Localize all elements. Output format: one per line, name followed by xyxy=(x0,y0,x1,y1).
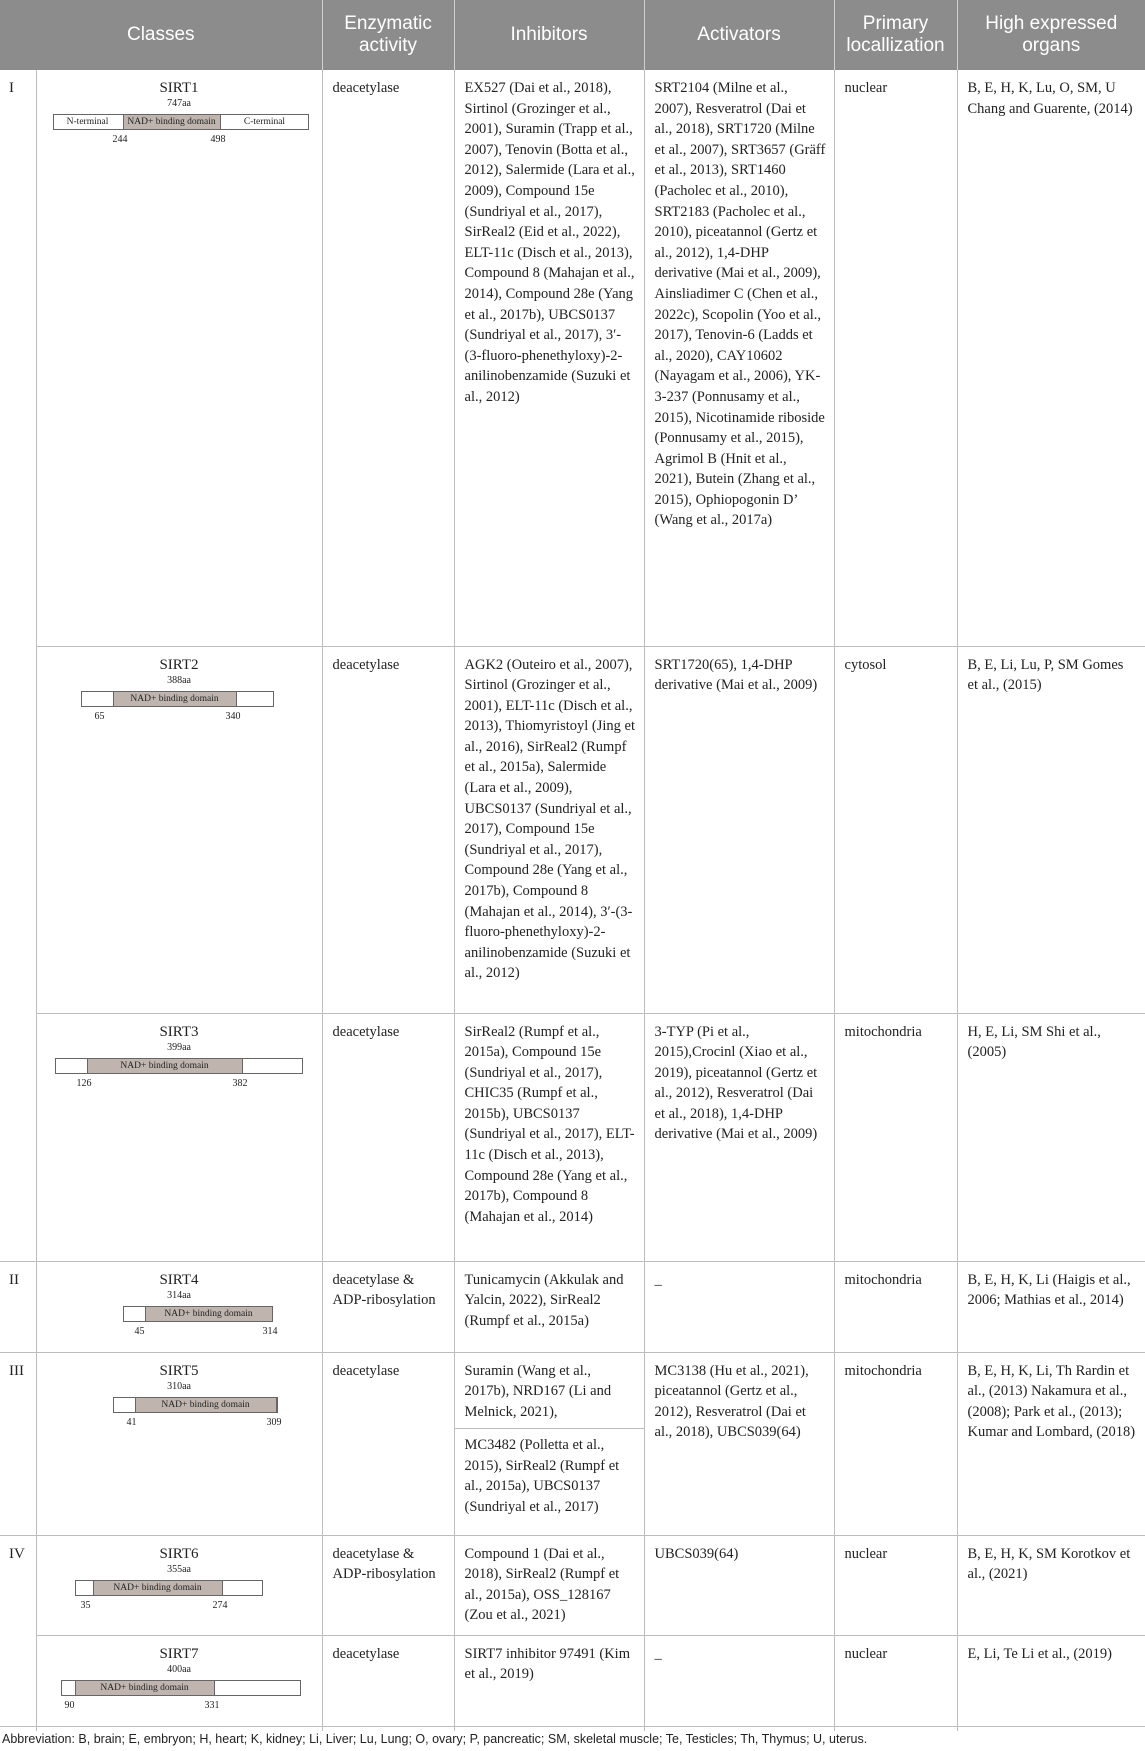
enzymatic-cell: deacetylase & ADP-ribosylation xyxy=(322,1261,454,1352)
enzymatic-cell: deacetylase xyxy=(322,70,454,646)
class-label-i: I xyxy=(9,80,14,96)
n-terminal-label: N-terminal xyxy=(66,117,109,127)
localization-cell: mitochondria xyxy=(834,1013,957,1261)
c-terminal-label: C-terminal xyxy=(243,117,286,127)
domain-start: 244 xyxy=(112,134,128,145)
domain-diagram xyxy=(41,98,318,154)
organs-cell: B, E, H, K, SM Korotkov et al., (2021) xyxy=(957,1535,1145,1635)
inhibitors-cell: SIRT7 inhibitor 97491 (Kim et al., 2019) xyxy=(454,1635,644,1731)
inhibitors-cell: AGK2 (Outeiro et al., 2007), Sirtinol (Grozinger et al., 2001), ELT-11c (Disch et al., 2013), Thiomyristoyl (Jing et al., 2016), SirReal2 (Rumpf et al., 2015a), Salermide (Lara et al., 2009), UBCS0137 (Sundriyal et al., 2017), Compound 15e (Sundriyal et al., 2017), Compound 28e (Yang et al., 2017b), Compound 8 (Mahajan et al., 2014), 3′-(3-fluoro-phenethyloxy)-2-anilinobenzamide (Suzuki et al., 2012) xyxy=(454,646,644,1013)
domain-diagram xyxy=(41,1290,318,1346)
enzymatic-cell: deacetylase xyxy=(322,1635,454,1731)
activators-cell: UBCS039(64) xyxy=(644,1535,834,1635)
nad-binding-domain: NAD+ binding domain xyxy=(75,1680,215,1696)
protein-length: 388aa xyxy=(167,674,191,686)
table-row-sirt2 xyxy=(0,646,1145,1013)
protein-name: SIRT3 xyxy=(159,1023,199,1040)
domain-diagram xyxy=(41,1042,318,1098)
inhibitors-group-a: Suramin (Wang et al., 2017b), NRD167 (Li and Melnick, 2021), xyxy=(464,1362,612,1420)
protein-cell-sirt5 xyxy=(36,1352,322,1535)
domain-diagram xyxy=(41,1664,318,1720)
activators-cell: MC3138 (Hu et al., 2021), piceatannol (Gertz et al., 2012), Resveratrol (Dai et al., 2018), UBCS039(64) xyxy=(644,1352,834,1535)
domain-end: 498 xyxy=(210,134,226,145)
protein-name: SIRT5 xyxy=(159,1362,199,1379)
localization-cell: nuclear xyxy=(834,1635,957,1731)
table-header xyxy=(0,0,1145,70)
protein-name: SIRT4 xyxy=(159,1271,199,1288)
domain-diagram xyxy=(41,675,318,731)
nad-binding-domain: NAD+ binding domain xyxy=(93,1580,223,1596)
table-row-sirt1 xyxy=(0,70,1145,646)
domain-start: 126 xyxy=(76,1077,92,1089)
localization-cell: mitochondria xyxy=(834,1352,957,1535)
protein-cell-sirt7 xyxy=(36,1635,322,1731)
activators-cell: _ xyxy=(644,1261,834,1352)
table-row-sirt6 xyxy=(0,1535,1145,1635)
organs-cell: B, E, H, K, Lu, O, SM, U Chang and Guarente, (2014) xyxy=(957,70,1145,646)
table-row-sirt4 xyxy=(0,1261,1145,1352)
activators-cell: SRT2104 (Milne et al., 2007), Resveratrol (Dai et al., 2018), SRT1720 (Milne et al., 2007), SRT3657 (Gräff et al., 2013), SRT1460 (Pacholec et al., 2010), SRT2183 (Pacholec et al., 2010), piceatannol (Gertz et al., 2012), 1,4-DHP derivative (Mai et al., 2009), Ainsliadimer C (Chen et al., 2022c), Scopolin (Yoo et al., 2017), Tenovin-6 (Ladds et al., 2020), CAY10602 (Nayagam et al., 2006), YK-3-237 (Ponnusamy et al., 2015), Nicotinamide riboside (Ponnusamy et al., 2015), Agrimol B (Hnit et al., 2021), Butein (Zhang et al., 2015), Ophiopogonin D’ (Wang et al., 2017a) xyxy=(644,70,834,646)
protein-length: 314aa xyxy=(167,1289,191,1301)
activators-cell: SRT1720(65), 1,4-DHP derivative (Mai et al., 2009) xyxy=(644,646,834,1013)
inhibitors-cell: EX527 (Dai et al., 2018), Sirtinol (Grozinger et al., 2001), Suramin (Trapp et al., 2007), Tenovin (Botta et al., 2012), Salermide (Lara et al., 2009), Compound 15e (Sundriyal et al., 2017), SirReal2 (Eid et al., 2022), ELT-11c (Disch et al., 2013), Compound 8 (Mahajan et al., 2014), Compound 28e (Yang et al., 2017b), UBCS0137 (Sundriyal et al., 2017), 3′-(3-fluoro-phenethyloxy)-2-anilinobenzamide (Suzuki et al., 2012) xyxy=(454,70,644,646)
localization-cell: mitochondria xyxy=(834,1261,957,1352)
domain-end: 309 xyxy=(266,1416,282,1428)
header-activators: Activators xyxy=(644,0,834,70)
domain-start: 90 xyxy=(64,1699,75,1711)
nad-binding-domain: NAD+ binding domain xyxy=(113,691,237,707)
inhibitors-cell xyxy=(454,1352,644,1535)
localization-cell: nuclear xyxy=(834,1535,957,1635)
organs-cell: H, E, Li, SM Shi et al., (2005) xyxy=(957,1013,1145,1261)
localization-cell: nuclear xyxy=(834,70,957,646)
nad-binding-domain: NAD+ binding domain xyxy=(87,1058,243,1074)
header-localization: Primary locallization xyxy=(834,0,957,70)
table-row-sirt5 xyxy=(0,1352,1145,1535)
protein-name: SIRT1 xyxy=(159,80,199,96)
enzymatic-cell: deacetylase xyxy=(322,646,454,1013)
abbreviation-footnote: Abbreviation: B, brain; E, embryon; H, heart; K, kidney; Li, Liver; Lu, Lung; O, ovary; P, pancreatic; SM, skeletal muscle; Te, Testicles; Th, Thymus; U, uterus. xyxy=(0,1726,1145,1750)
class-label-iii: III xyxy=(0,1352,36,1535)
protein-cell-sirt1 xyxy=(36,70,322,646)
domain-end: 382 xyxy=(232,1077,248,1089)
class-label-iv: IV xyxy=(0,1535,36,1731)
localization-cell: cytosol xyxy=(834,646,957,1013)
domain-diagram xyxy=(41,1564,318,1620)
inhibitors-cell: Tunicamycin (Akkulak and Yalcin, 2022), SirReal2 (Rumpf et al., 2015a) xyxy=(454,1261,644,1352)
inhibitors-cell: SirReal2 (Rumpf et al., 2015a), Compound 15e (Sundriyal et al., 2017), CHIC35 (Rumpf et al., 2015b), UBCS0137 (Sundriyal et al., 2017), ELT-11c (Disch et al., 2013), Compound 28e (Yang et al., 2017b), Compound 8 (Mahajan et al., 2014) xyxy=(454,1013,644,1261)
domain-diagram xyxy=(41,1381,318,1437)
nad-binding-domain: NAD+ binding domain xyxy=(135,1397,277,1413)
domain-end: 314 xyxy=(262,1325,278,1337)
cell-divider xyxy=(455,1428,644,1429)
table-row-sirt7 xyxy=(0,1635,1145,1731)
protein-length: 747aa xyxy=(167,98,191,109)
protein-length: 310aa xyxy=(167,1380,191,1392)
inhibitors-group-b: MC3482 (Polletta et al., 2015), SirReal2 (Rumpf et al., 2015a), UBCS0137 (Sundriyal et al., 2017) xyxy=(464,1437,620,1516)
activators-cell: _ xyxy=(644,1635,834,1731)
table-row-sirt3 xyxy=(0,1013,1145,1261)
organs-cell: B, E, H, K, Li (Haigis et al., 2006; Mathias et al., 2014) xyxy=(957,1261,1145,1352)
domain-end: 331 xyxy=(204,1699,220,1711)
class-label-ii: II xyxy=(0,1261,36,1352)
nad-binding-domain: NAD+ binding domain xyxy=(123,114,221,130)
header-enzymatic: Enzymatic activity xyxy=(322,0,454,70)
header-classes: Classes xyxy=(0,0,322,70)
protein-cell-sirt2 xyxy=(36,646,322,1013)
domain-end: 274 xyxy=(212,1599,228,1611)
domain-start: 35 xyxy=(80,1599,91,1611)
domain-start: 41 xyxy=(126,1416,137,1428)
protein-cell-sirt3 xyxy=(36,1013,322,1261)
organs-cell: E, Li, Te Li et al., (2019) xyxy=(957,1635,1145,1731)
protein-cell-sirt4 xyxy=(36,1261,322,1352)
protein-length: 399aa xyxy=(167,1041,191,1053)
protein-length: 400aa xyxy=(167,1663,191,1675)
domain-start: 65 xyxy=(94,710,105,722)
protein-cell-sirt6 xyxy=(36,1535,322,1635)
activators-cell: 3-TYP (Pi et al., 2015),Crocinl (Xiao et al., 2019), piceatannol (Gertz et al., 2012), Resveratrol (Dai et al., 2018), 1,4-DHP derivative (Mai et al., 2009) xyxy=(644,1013,834,1261)
header-inhibitors: Inhibitors xyxy=(454,0,644,70)
inhibitors-cell: Compound 1 (Dai et al., 2018), SirReal2 (Rumpf et al., 2015a), OSS_128167 (Zou et al., 2021) xyxy=(454,1535,644,1635)
enzymatic-cell: deacetylase & ADP-ribosylation xyxy=(322,1535,454,1635)
nad-binding-domain: NAD+ binding domain xyxy=(145,1306,273,1322)
protein-name: SIRT7 xyxy=(159,1645,199,1662)
domain-start: 45 xyxy=(134,1325,145,1337)
domain-end: 340 xyxy=(225,710,241,722)
organs-cell: B, E, Li, Lu, P, SM Gomes et al., (2015) xyxy=(957,646,1145,1013)
header-organs: High expressed organs xyxy=(957,0,1145,70)
protein-length: 355aa xyxy=(167,1563,191,1575)
organs-cell: B, E, H, K, Li, Th Rardin et al., (2013) Nakamura et al., (2008); Park et al., (2013); Kumar and Lombard, (2018) xyxy=(957,1352,1145,1535)
protein-name: SIRT2 xyxy=(159,656,199,673)
enzymatic-cell: deacetylase xyxy=(322,1013,454,1261)
enzymatic-cell: deacetylase xyxy=(322,1352,454,1535)
protein-name: SIRT6 xyxy=(159,1545,199,1562)
